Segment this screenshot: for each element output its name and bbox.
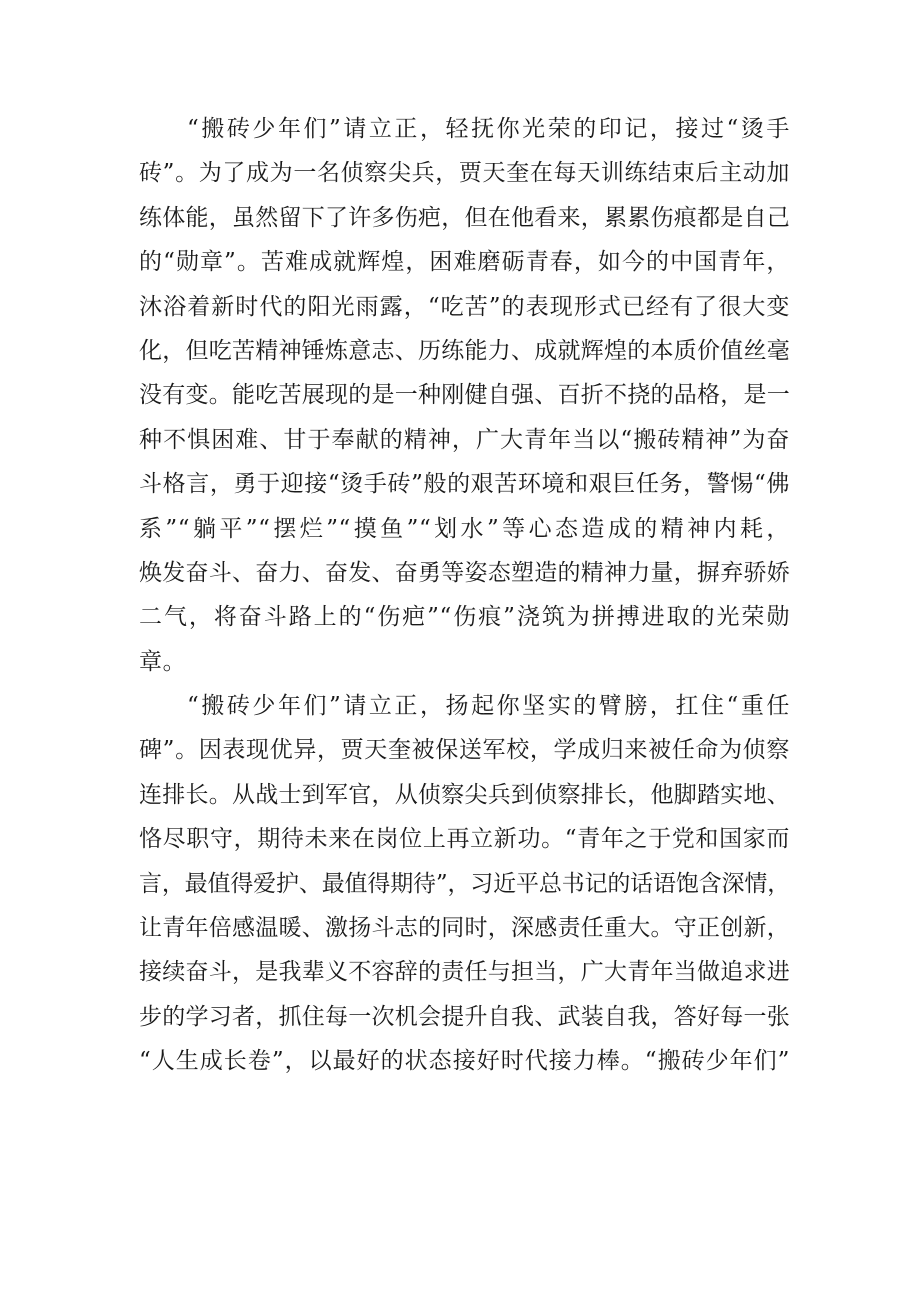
text-line: 沐浴着新时代的阳光雨露，“吃苦”的表现形式已经有了很大变	[139, 293, 790, 320]
text-line: 化，但吃苦精神锤炼意志、历练能力、成就辉煌的本质价值丝毫	[139, 337, 790, 364]
body-text	[139, 107, 790, 1084]
text-line: 没有变。能吃苦展现的是一种刚健自强、百折不挠的品格，是一	[139, 382, 790, 409]
text-line: 恪尽职守，期待未来在岗位上再立新功。“青年之于党和国家而	[139, 826, 790, 853]
text-line: 砖”。为了成为一名侦察尖兵，贾天奎在每天训练结束后主动加	[139, 160, 790, 187]
text-line: 步的学习者，抓住每一次机会提升自我、武装自我，答好每一张	[139, 1003, 790, 1030]
text-line: “搬砖少年们”请立正，轻抚你光荣的印记，接过“烫手	[187, 116, 790, 142]
text-line: 斗格言，勇于迎接“烫手砖”般的艰苦环境和艰巨任务，警惕“佛	[139, 471, 790, 498]
text-line: 连排长。从战士到军官，从侦察尖兵到侦察排长，他脚踏实地、	[139, 781, 790, 808]
text-line: 言，最值得爱护、最值得期待”，习近平总书记的话语饱含深情，	[139, 870, 790, 897]
text-line: 让青年倍感温暖、激扬斗志的同时，深感责任重大。守正创新，	[139, 915, 790, 942]
text-line: 二气，将奋斗路上的“伤疤”“伤痕”浇筑为拼搏进取的光荣勋	[139, 604, 790, 631]
paragraph-1	[139, 107, 790, 684]
paragraph-2	[139, 684, 790, 1084]
text-line: 练体能，虽然留下了许多伤疤，但在他看来，累累伤痕都是自己	[139, 204, 790, 231]
text-line: 系”“躺平”“摆烂”“摸鱼”“划水”等心态造成的精神内耗，	[139, 515, 790, 542]
text-line: 碑”。因表现优异，贾天奎被保送军校，学成归来被任命为侦察	[139, 737, 790, 764]
text-line: 焕发奋斗、奋力、奋发、奋勇等姿态塑造的精神力量，摒弃骄娇	[139, 559, 790, 586]
text-line: 种不惧困难、甘于奉献的精神，广大青年当以“搬砖精神”为奋	[139, 426, 790, 453]
text-line: 接续奋斗，是我辈义不容辞的责任与担当，广大青年当做追求进	[139, 959, 790, 986]
text-line: “搬砖少年们”请立正，扬起你坚实的臂膀，扛住“重任	[187, 693, 790, 720]
text-line: 的“勋章”。苦难成就辉煌，困难磨砺青春，如今的中国青年，	[139, 249, 790, 276]
text-line: “人生成长卷”，以最好的状态接好时代接力棒。“搬砖少年们”	[139, 1048, 790, 1075]
text-line: 章。	[139, 648, 187, 675]
